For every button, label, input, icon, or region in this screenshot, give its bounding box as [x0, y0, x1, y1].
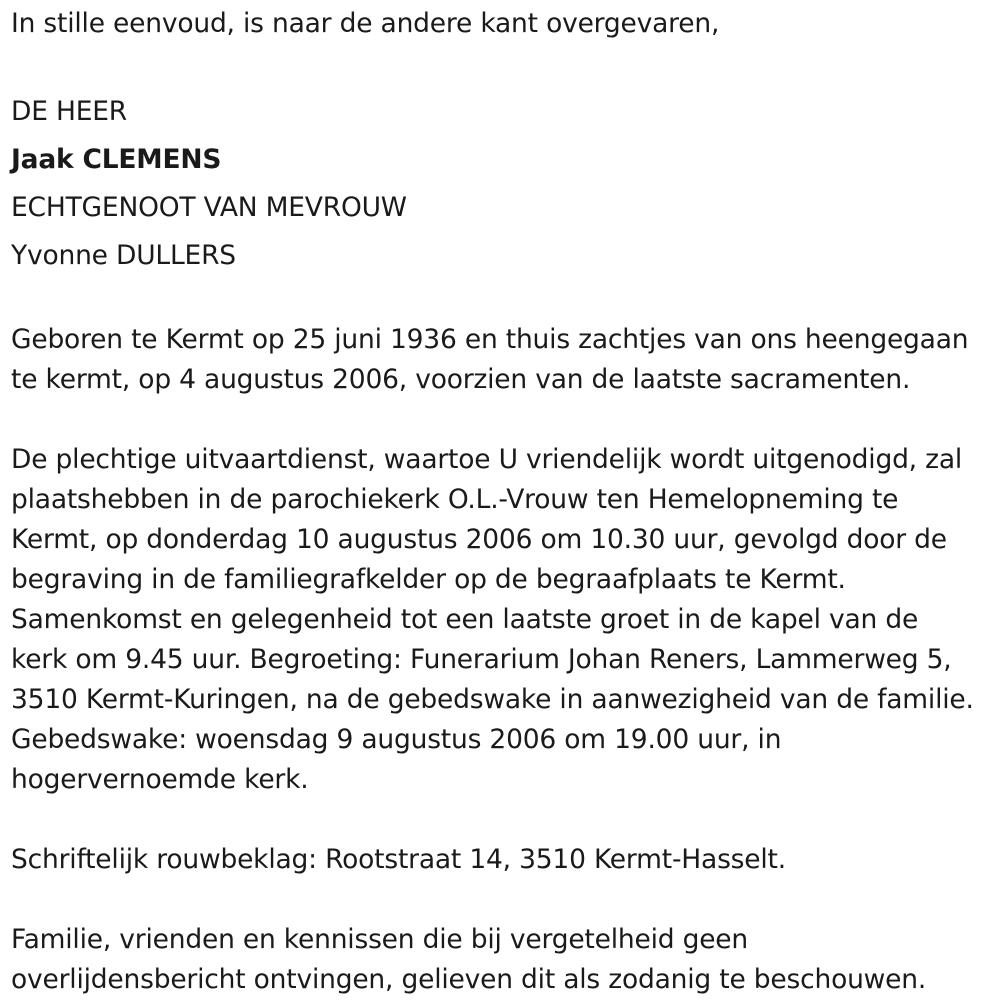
birth-death-paragraph — [11, 320, 996, 400]
paragraph-line: De plechtige uitvaartdienst, waartoe U vriendelijk wordt uitgenodigd, zal — [11, 444, 963, 475]
person-name: Jaak CLEMENS — [11, 144, 222, 175]
intro-text: In stille eenvoud, is naar de andere kant overgevaren, — [11, 8, 720, 39]
spacer — [11, 800, 996, 840]
paragraph-line: plaatshebben in de parochiekerk O.L.-Vrouw ten Hemelopneming te — [11, 484, 899, 515]
paragraph-line: te kermt, op 4 augustus 2006, voorzien van de laatste sacramenten. — [11, 364, 911, 395]
person-relation: ECHTGENOOT VAN MEVROUW — [11, 192, 407, 223]
spacer — [11, 400, 996, 440]
paragraph-line: kerk om 9.45 uur. Begroeting: Funerarium Johan Reners, Lammerweg 5, — [11, 644, 952, 675]
paragraph-line: Gebedswake: woensdag 9 augustus 2006 om 19.00 uur, in — [11, 724, 782, 755]
person-title: DE HEER — [11, 96, 127, 127]
name-block — [11, 88, 996, 280]
paragraph-line: Familie, vrienden en kennissen die bij vergetelheid geen — [11, 924, 749, 955]
obituary-document — [11, 0, 996, 1000]
paragraph-line: Geboren te Kermt op 25 juni 1936 en thuis zachtjes van ons heengegaan — [11, 324, 969, 355]
ceremony-paragraph — [11, 440, 996, 800]
paragraph-line: begraving in de familiegrafkelder op de begraafplaats te Kermt. — [11, 564, 846, 595]
condolence-address: Schriftelijk rouwbeklag: Rootstraat 14, 3510 Kermt-Hasselt. — [11, 844, 786, 875]
spacer — [11, 280, 996, 320]
paragraph-line: hogervernoemde kerk. — [11, 764, 309, 795]
paragraph-line: Samenkomst en gelegenheid tot een laatste groet in de kapel van de — [11, 604, 919, 635]
paragraph-line: overlijdensbericht ontvingen, gelieven dit als zodanig te beschouwen. — [11, 964, 927, 995]
spacer — [11, 880, 996, 920]
spouse-name: Yvonne DULLERS — [11, 240, 236, 271]
spacer — [11, 48, 996, 88]
closing-paragraph — [11, 920, 996, 1000]
paragraph-line: Kermt, op donderdag 10 augustus 2006 om 10.30 uur, gevolgd door de — [11, 524, 947, 555]
paragraph-line: 3510 Kermt-Kuringen, na de gebedswake in aanwezigheid van de familie. — [11, 684, 974, 715]
